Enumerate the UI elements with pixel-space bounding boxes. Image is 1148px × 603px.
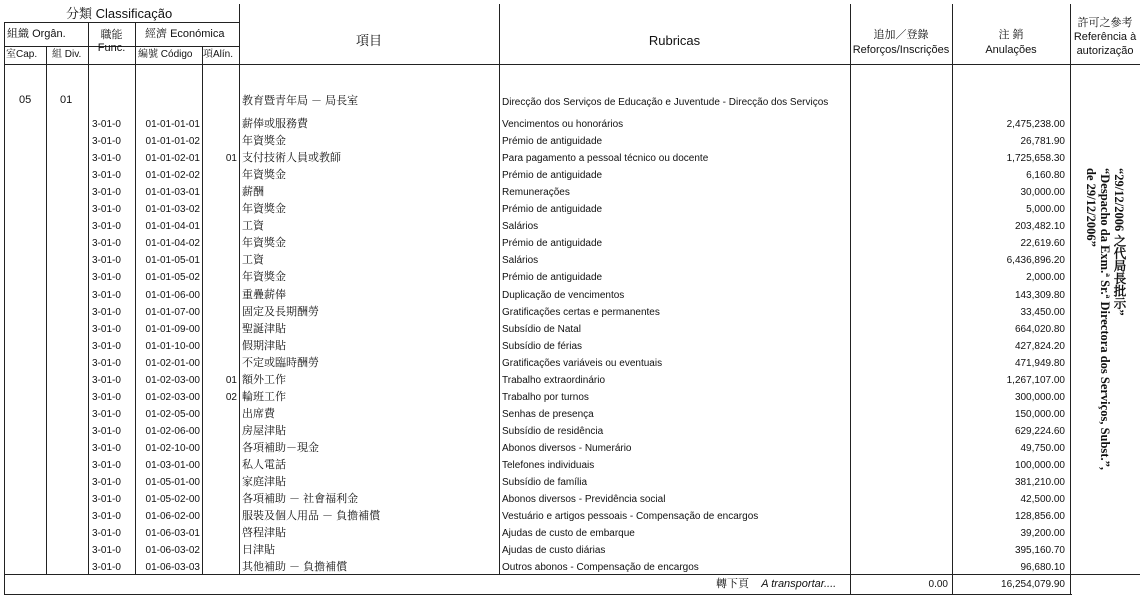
- row-rubrica-pt: Senhas de presença: [502, 408, 594, 420]
- row-anulacao: 128,856.00: [1014, 511, 1065, 523]
- row-item-zh: 日津貼: [242, 544, 275, 557]
- economica-pt: Económica: [170, 28, 225, 40]
- row-rubrica-pt: Duplicação de vencimentos: [502, 289, 625, 301]
- row-item-zh: 薪酬: [242, 186, 264, 199]
- section-cap: 05: [19, 94, 32, 106]
- row-item-zh: 各項補助 － 社會福利金: [242, 493, 359, 506]
- div-zh: 組: [52, 49, 62, 60]
- row-code: 01-01-09-00: [145, 323, 200, 335]
- row-anulacao: 6,160.80: [1026, 170, 1065, 182]
- footer-anulacoes-total: 16,254,079.90: [1001, 579, 1065, 590]
- row-rubrica-pt: Subsídio de residência: [502, 425, 604, 437]
- row-item-zh: 年資獎金: [242, 237, 286, 250]
- row-rubrica-pt: Subsídio de Natal: [502, 323, 581, 335]
- row-func: 3-01-0: [92, 119, 121, 130]
- row-func: 3-01-0: [92, 374, 121, 386]
- row-code: 01-05-01-00: [145, 477, 200, 489]
- row-code: 01-01-05-02: [145, 272, 200, 284]
- reference-line-2: “Despacho da Exm.ª Sr.ª Directora dos Serviços, Subst.”,: [1098, 168, 1112, 470]
- row-rubrica-pt: Ajudas de custo de embarque: [502, 528, 635, 540]
- row-anulacao: 33,450.00: [1020, 306, 1065, 318]
- row-alin: 01: [225, 153, 237, 165]
- footer-label-pt: A transportar....: [761, 578, 837, 590]
- row-code: 01-01-01-01: [145, 119, 200, 130]
- row-item-zh: 服裝及個人用品 － 負擔補償: [242, 510, 381, 523]
- economica-zh: 經濟: [145, 28, 167, 40]
- row-item-zh: 工資: [242, 220, 264, 233]
- row-rubrica-pt: Remunerações: [502, 187, 570, 199]
- div-heading: [52, 50, 81, 60]
- row-code: 01-01-04-01: [145, 221, 200, 233]
- row-anulacao: 39,200.00: [1020, 528, 1065, 540]
- row-func: 3-01-0: [92, 425, 121, 437]
- row-code: 01-06-02-00: [145, 511, 200, 523]
- row-rubrica-pt: Salários: [502, 221, 539, 233]
- row-func: 3-01-0: [92, 136, 121, 148]
- row-anulacao: 203,482.10: [1014, 221, 1065, 233]
- row-anulacao: 30,000.00: [1020, 187, 1065, 199]
- row-code: 01-06-03-03: [145, 562, 200, 574]
- reforcos-heading: [850, 28, 952, 58]
- row-code: 01-01-06-00: [145, 289, 200, 301]
- row-anulacao: 150,000.00: [1014, 408, 1065, 420]
- row-anulacao: 427,824.20: [1014, 340, 1065, 352]
- row-func: 3-01-0: [92, 494, 121, 506]
- row-rubrica-pt: Prémio de antiguidade: [502, 272, 603, 284]
- row-code: 01-01-03-01: [145, 187, 200, 199]
- row-func: 3-01-0: [92, 528, 121, 540]
- row-code: 01-02-03-00: [145, 391, 200, 403]
- referencia-heading: [1070, 16, 1140, 58]
- row-anulacao: 395,160.70: [1014, 545, 1065, 557]
- row-item-zh: 薪俸或服務費: [242, 118, 308, 130]
- row-anulacao: 96,680.10: [1020, 562, 1065, 574]
- rule: [4, 574, 1140, 575]
- row-item-zh: 其他補助 － 負擔補償: [242, 561, 348, 574]
- row-func: 3-01-0: [92, 460, 121, 471]
- anulacoes-pt: Anulações: [985, 44, 1037, 56]
- row-rubrica-pt: Trabalho por turnos: [502, 391, 589, 403]
- row-func: 3-01-0: [92, 442, 121, 454]
- organica-zh: 組織: [7, 28, 29, 40]
- section-div: 01: [60, 94, 73, 106]
- row-rubrica-pt: Para pagamento a pessoal técnico ou docente: [502, 153, 709, 165]
- row-code: 01-03-01-00: [145, 460, 200, 471]
- row-item-zh: 固定及長期酬勞: [242, 305, 319, 318]
- row-code: 01-01-01-02: [145, 136, 200, 148]
- row-code: 01-02-03-00: [145, 374, 200, 386]
- row-func: 3-01-0: [92, 391, 121, 403]
- row-func: 3-01-0: [92, 204, 121, 216]
- row-anulacao: 143,309.80: [1014, 289, 1065, 301]
- reference-line-3: de 29/12/2006”: [1084, 168, 1098, 247]
- row-code: 01-06-03-02: [145, 545, 200, 557]
- organica-pt: Orgân.: [32, 28, 66, 40]
- row-rubrica-pt: Salários: [502, 255, 539, 267]
- row-anulacao: 6,436,896.20: [1006, 255, 1065, 267]
- row-anulacao: 2,000.00: [1026, 272, 1065, 284]
- row-code: 01-01-04-02: [145, 238, 200, 250]
- row-rubrica-pt: Prémio de antiguidade: [502, 136, 603, 148]
- row-func: 3-01-0: [92, 272, 121, 284]
- row-anulacao: 2,475,238.00: [1006, 119, 1065, 130]
- row-anulacao: 629,224.60: [1014, 425, 1065, 437]
- row-item-zh: 房屋津貼: [242, 424, 286, 437]
- div-pt: Div.: [64, 49, 82, 60]
- row-code: 01-06-03-01: [145, 528, 200, 540]
- anulacoes-zh: 注 銷: [998, 29, 1024, 41]
- row-func: 3-01-0: [92, 562, 121, 574]
- row-item-zh: 額外工作: [242, 373, 286, 386]
- rule: [88, 22, 89, 574]
- row-rubrica-pt: Trabalho extraordinário: [502, 374, 606, 386]
- rule: [4, 64, 1140, 65]
- row-code: 01-02-10-00: [145, 442, 200, 454]
- rule: [499, 4, 500, 574]
- codigo-heading: [138, 50, 192, 60]
- referencia-pt-1: Referência à: [1073, 31, 1137, 43]
- row-item-zh: 各項補助－現金: [242, 441, 319, 454]
- alin-pt: Alín.: [213, 49, 234, 60]
- row-code: 01-02-05-00: [145, 408, 200, 420]
- row-item-zh: 出席費: [242, 407, 275, 420]
- row-code: 01-02-06-00: [145, 425, 200, 437]
- anulacoes-heading: [952, 28, 1070, 58]
- row-rubrica-pt: Gratificações certas e permanentes: [502, 306, 660, 318]
- row-anulacao: 42,500.00: [1020, 494, 1065, 506]
- row-anulacao: 5,000.00: [1026, 204, 1065, 216]
- reforcos-zh: 追加／登錄: [873, 29, 929, 41]
- row-anulacao: 381,210.00: [1014, 477, 1065, 489]
- footer-label: [716, 579, 836, 590]
- row-item-zh: 家庭津貼: [242, 476, 286, 489]
- footer-label-zh: 轉下頁: [716, 578, 749, 590]
- alin-heading: [203, 50, 233, 60]
- row-item-zh: 聖誕津貼: [242, 322, 286, 335]
- row-rubrica-pt: Prémio de antiguidade: [502, 204, 603, 216]
- row-rubrica-pt: Vencimentos ou honorários: [502, 119, 624, 130]
- section-name-zh: 教育暨青年局 － 局長室: [242, 95, 359, 107]
- row-anulacao: 100,000.00: [1014, 460, 1065, 471]
- row-code: 01-01-02-01: [145, 153, 200, 165]
- row-anulacao: 471,949.80: [1014, 357, 1065, 369]
- row-rubrica-pt: Prémio de antiguidade: [502, 238, 603, 250]
- row-func: 3-01-0: [92, 408, 121, 420]
- row-item-zh: 年資獎金: [242, 135, 286, 148]
- row-anulacao: 22,619.60: [1020, 238, 1065, 250]
- row-anulacao: 1,267,107.00: [1006, 374, 1065, 386]
- cap-heading: [6, 50, 37, 60]
- rubricas-heading: Rubricas: [648, 33, 701, 48]
- row-code: 01-01-05-01: [145, 255, 200, 267]
- row-item-zh: 假期津貼: [242, 339, 286, 352]
- codigo-pt: Código: [160, 49, 193, 60]
- row-item-zh: 年資獎金: [242, 203, 286, 216]
- row-code: 01-01-02-02: [145, 170, 200, 182]
- row-item-zh: 私人電話: [242, 459, 286, 471]
- row-rubrica-pt: Subsídio de férias: [502, 340, 583, 352]
- authorization-reference: [1070, 64, 1140, 574]
- row-rubrica-pt: Prémio de antiguidade: [502, 170, 603, 182]
- row-code: 01-01-03-02: [145, 204, 200, 216]
- row-func: 3-01-0: [92, 238, 121, 250]
- organica-heading: [7, 29, 66, 40]
- row-anulacao: 26,781.90: [1020, 136, 1065, 148]
- row-func: 3-01-0: [92, 170, 121, 182]
- row-code: 01-05-02-00: [145, 494, 200, 506]
- row-alin: 01: [225, 374, 237, 386]
- row-item-zh: 啓程津貼: [242, 527, 286, 540]
- rule: [850, 4, 851, 594]
- rule: [4, 22, 239, 23]
- economica-heading: [145, 29, 224, 40]
- row-func: 3-01-0: [92, 357, 121, 369]
- row-func: 3-01-0: [92, 187, 121, 199]
- row-item-zh: 工資: [242, 254, 264, 267]
- row-rubrica-pt: Abonos diversos - Numerário: [502, 442, 632, 454]
- row-func: 3-01-0: [92, 306, 121, 318]
- budget-table: [4, 4, 1140, 594]
- codigo-zh: 編號: [138, 49, 158, 60]
- row-anulacao: 300,000.00: [1014, 391, 1065, 403]
- row-rubrica-pt: Telefones individuais: [502, 460, 595, 471]
- row-func: 3-01-0: [92, 153, 121, 165]
- row-anulacao: 1,725,658.30: [1006, 153, 1065, 165]
- rule: [4, 594, 1072, 595]
- row-code: 01-02-01-00: [145, 357, 200, 369]
- row-func: 3-01-0: [92, 221, 121, 233]
- row-item-zh: 輪班工作: [242, 390, 286, 403]
- cap-zh: 室: [6, 49, 16, 60]
- row-code: 01-01-07-00: [145, 306, 200, 318]
- rule: [46, 46, 47, 574]
- row-item-zh: 年資獎金: [242, 169, 286, 182]
- row-anulacao: 49,750.00: [1020, 442, 1065, 454]
- row-item-zh: 不定或臨時酬勞: [242, 356, 319, 369]
- row-rubrica-pt: Gratificações variáveis ou eventuais: [502, 357, 663, 369]
- classificacao-zh: 分類: [66, 6, 93, 21]
- row-func: 3-01-0: [92, 340, 121, 352]
- row-alin: 02: [225, 391, 237, 403]
- row-func: 3-01-0: [92, 511, 121, 523]
- row-func: 3-01-0: [92, 255, 121, 267]
- classificacao-pt: Classificação: [95, 6, 173, 21]
- row-rubrica-pt: Vestuário e artigos pessoais - Compensação de encargos: [502, 511, 759, 523]
- row-func: 3-01-0: [92, 477, 121, 489]
- row-func: 3-01-0: [92, 545, 121, 557]
- row-rubrica-pt: Subsídio de família: [502, 477, 588, 489]
- row-anulacao: 664,020.80: [1014, 323, 1065, 335]
- rule: [135, 22, 136, 574]
- section-name-pt: Direcção dos Serviços de Educação e Juventude - Direcção dos Serviços: [502, 97, 829, 108]
- cap-pt: Cap.: [16, 49, 38, 60]
- item-heading: 項目: [355, 33, 382, 48]
- rule: [239, 4, 240, 574]
- row-rubrica-pt: Ajudas de custo diárias: [502, 545, 606, 557]
- row-item-zh: 重疊薪俸: [242, 288, 286, 301]
- referencia-zh: 許可之參考: [1077, 17, 1133, 29]
- row-item-zh: 年資獎金: [242, 271, 286, 284]
- funcional-heading: [88, 29, 135, 55]
- row-rubrica-pt: Abonos diversos - Previdência social: [502, 494, 666, 506]
- classificacao-heading: [66, 7, 172, 20]
- funcional-pt: Func.: [97, 42, 126, 54]
- footer-reforcos-total: 0.00: [928, 579, 948, 590]
- row-func: 3-01-0: [92, 289, 121, 301]
- reference-line-1: “29/12/2006 之代局長批示”: [1112, 168, 1126, 316]
- reforcos-pt: Reforços/Inscrições: [852, 44, 950, 56]
- row-func: 3-01-0: [92, 323, 121, 335]
- row-code: 01-01-10-00: [145, 340, 200, 352]
- row-rubrica-pt: Outros abonos - Compensação de encargos: [502, 562, 699, 574]
- row-item-zh: 支付技術人員或教師: [242, 152, 341, 165]
- alin-zh: 項: [203, 49, 213, 60]
- funcional-zh: 職能: [100, 29, 123, 41]
- rule: [4, 22, 5, 594]
- rule: [202, 46, 203, 574]
- referencia-pt-2: autorização: [1076, 45, 1134, 57]
